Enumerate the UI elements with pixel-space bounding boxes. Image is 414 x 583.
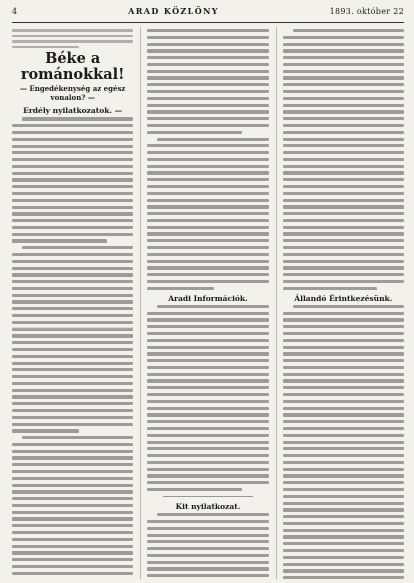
text-line	[147, 540, 268, 543]
text-line	[283, 366, 404, 369]
text-line	[12, 46, 79, 49]
text-line	[12, 29, 133, 32]
article-text	[12, 246, 133, 432]
text-line	[12, 280, 133, 283]
article-text	[147, 305, 268, 491]
text-line	[283, 110, 404, 113]
article-text	[147, 29, 268, 134]
section-heading: Aradi Információk.	[168, 293, 248, 303]
text-line	[283, 219, 404, 222]
text-line	[147, 346, 268, 349]
text-line	[283, 481, 404, 484]
text-line	[147, 379, 268, 382]
text-line	[283, 165, 404, 168]
text-line	[147, 447, 268, 450]
text-line	[12, 185, 133, 188]
text-line	[12, 362, 133, 365]
text-line	[12, 294, 133, 297]
text-line	[147, 29, 268, 32]
text-line	[283, 441, 404, 444]
text-line	[147, 117, 268, 120]
section-heading: Állandó Érintkezésünk.	[294, 293, 393, 303]
text-line	[12, 138, 133, 141]
text-line	[147, 124, 268, 127]
article-divider	[163, 496, 252, 497]
article-text	[12, 117, 133, 242]
text-line	[147, 574, 268, 577]
text-line	[283, 346, 404, 349]
text-line	[12, 545, 133, 548]
text-line	[147, 90, 268, 93]
text-line	[283, 400, 404, 403]
text-line	[283, 260, 404, 263]
text-line	[12, 35, 133, 38]
text-line	[283, 104, 404, 107]
text-line	[147, 280, 268, 283]
text-line	[293, 29, 404, 32]
text-line	[293, 305, 404, 308]
text-line	[147, 239, 268, 242]
text-line	[283, 280, 404, 283]
text-line	[283, 461, 404, 464]
text-line	[12, 219, 133, 222]
text-line	[12, 178, 133, 181]
text-line	[12, 490, 133, 493]
text-line	[147, 110, 268, 113]
text-line	[12, 314, 133, 317]
text-line	[147, 287, 214, 290]
text-line	[12, 321, 133, 324]
text-line	[283, 576, 404, 579]
text-line	[147, 554, 268, 557]
scan-stripe	[12, 327, 133, 329]
text-line	[12, 409, 133, 412]
text-line	[147, 325, 268, 328]
column-1	[12, 27, 133, 579]
text-line	[283, 379, 404, 382]
text-line	[147, 400, 268, 403]
text-line	[147, 185, 268, 188]
text-line	[147, 253, 268, 256]
text-line	[12, 565, 133, 568]
text-line	[147, 199, 268, 202]
text-line	[12, 206, 133, 209]
section-heading: Erdély nyilatkozatok. —	[23, 106, 123, 116]
text-line	[22, 117, 133, 120]
text-line	[283, 542, 404, 545]
text-line	[283, 522, 404, 525]
text-line	[147, 393, 268, 396]
text-line	[283, 373, 404, 376]
text-line	[12, 287, 133, 290]
text-line	[12, 334, 133, 337]
text-line	[283, 352, 404, 355]
text-line	[283, 495, 404, 498]
text-line	[12, 497, 133, 500]
text-line	[283, 192, 404, 195]
text-line	[12, 423, 133, 426]
text-line	[12, 470, 133, 473]
text-line	[12, 389, 133, 392]
text-line	[283, 185, 404, 188]
text-line	[283, 158, 404, 161]
text-line	[147, 104, 268, 107]
text-line	[147, 260, 268, 263]
text-line	[283, 447, 404, 450]
text-line	[12, 172, 133, 175]
text-line	[283, 318, 404, 321]
text-line	[147, 561, 268, 564]
section-heading: Kit nyilatkozat.	[175, 502, 241, 512]
text-line	[283, 266, 404, 269]
text-line	[12, 524, 133, 527]
text-line	[147, 366, 268, 369]
text-line	[147, 567, 268, 570]
text-line	[12, 192, 133, 195]
text-line	[147, 171, 268, 174]
text-line	[12, 233, 133, 236]
text-line	[147, 219, 268, 222]
text-line	[147, 488, 242, 491]
text-line	[147, 441, 268, 444]
text-line	[147, 226, 268, 229]
article-text	[147, 138, 268, 290]
text-line	[147, 413, 268, 416]
text-line	[147, 158, 268, 161]
article-text	[12, 29, 133, 48]
text-line	[147, 352, 268, 355]
text-line	[283, 76, 404, 79]
text-line	[283, 253, 404, 256]
text-line	[147, 232, 268, 235]
text-line	[147, 332, 268, 335]
text-line	[147, 151, 268, 154]
text-line	[147, 212, 268, 215]
text-line	[147, 70, 268, 73]
text-line	[12, 456, 133, 459]
text-line	[283, 535, 404, 538]
text-line	[157, 138, 268, 141]
text-line	[283, 332, 404, 335]
text-line	[147, 474, 268, 477]
text-line	[283, 43, 404, 46]
text-line	[147, 318, 268, 321]
text-line	[283, 427, 404, 430]
text-line	[22, 246, 133, 249]
text-line	[283, 549, 404, 552]
text-line	[147, 192, 268, 195]
article-subheadline: — Engedékenység az egész vonalon? —	[19, 84, 126, 103]
text-line	[283, 117, 404, 120]
text-line	[147, 547, 268, 550]
text-line	[283, 199, 404, 202]
text-line	[12, 551, 133, 554]
text-line	[12, 151, 133, 154]
text-line	[147, 273, 268, 276]
article-text	[12, 436, 133, 579]
text-line	[283, 413, 404, 416]
text-line	[147, 131, 242, 134]
text-line	[147, 178, 268, 181]
text-line	[12, 199, 133, 202]
text-line	[283, 325, 404, 328]
page-header	[12, 6, 404, 20]
text-line	[147, 339, 268, 342]
text-line	[283, 171, 404, 174]
text-line	[12, 165, 133, 168]
article-headline: Béke a románokkal!	[20, 50, 125, 84]
text-line	[147, 434, 268, 437]
text-line	[147, 266, 268, 269]
text-line	[147, 461, 268, 464]
text-line	[283, 468, 404, 471]
text-line	[12, 131, 133, 134]
newspaper-title: ARAD KÖZLÖNY	[128, 6, 219, 16]
text-line	[283, 178, 404, 181]
text-line	[147, 407, 268, 410]
column-3	[276, 27, 404, 579]
text-line	[12, 579, 133, 580]
text-line	[283, 454, 404, 457]
text-line	[147, 373, 268, 376]
text-line	[147, 144, 268, 147]
text-line	[283, 508, 404, 511]
column-2	[140, 27, 268, 579]
text-line	[12, 260, 133, 263]
text-line	[283, 226, 404, 229]
text-line	[283, 97, 404, 100]
text-line	[12, 267, 133, 270]
text-line	[283, 273, 404, 276]
text-line	[283, 205, 404, 208]
text-line	[147, 97, 268, 100]
text-line	[283, 212, 404, 215]
text-line	[283, 287, 378, 290]
text-line	[283, 83, 404, 86]
text-line	[12, 341, 133, 344]
text-line	[157, 513, 268, 516]
text-line	[147, 165, 268, 168]
text-line	[283, 502, 404, 505]
text-line	[157, 305, 268, 308]
text-line	[147, 481, 268, 484]
text-line	[22, 436, 133, 439]
text-line	[12, 355, 133, 358]
text-line	[12, 145, 133, 148]
text-line	[147, 312, 268, 315]
text-line	[12, 477, 133, 480]
issue-date: 1893. október 22	[329, 7, 404, 16]
text-line	[283, 246, 404, 249]
text-line	[147, 534, 268, 537]
text-line	[147, 49, 268, 52]
text-line	[283, 312, 404, 315]
text-line	[12, 538, 133, 541]
text-line	[12, 443, 133, 446]
text-line	[12, 382, 133, 385]
text-line	[283, 515, 404, 518]
text-line	[12, 300, 133, 303]
text-line	[283, 131, 404, 134]
text-line	[12, 375, 133, 378]
text-line	[12, 40, 133, 43]
text-line	[147, 63, 268, 66]
header-rule	[12, 22, 404, 23]
text-line	[147, 205, 268, 208]
text-line	[147, 36, 268, 39]
text-line	[12, 504, 133, 507]
text-line	[12, 368, 133, 371]
text-line	[12, 572, 133, 575]
text-line	[283, 70, 404, 73]
text-line	[283, 556, 404, 559]
text-line	[283, 488, 404, 491]
text-line	[147, 454, 268, 457]
text-line	[12, 226, 133, 229]
text-line	[12, 124, 133, 127]
text-line	[12, 511, 133, 514]
text-line	[283, 239, 404, 242]
text-line	[283, 144, 404, 147]
text-line	[147, 427, 268, 430]
article-text	[147, 513, 268, 579]
text-line	[12, 517, 133, 520]
text-line	[12, 212, 133, 215]
text-line	[147, 527, 268, 530]
text-line	[147, 520, 268, 523]
text-line	[283, 420, 404, 423]
text-line	[283, 339, 404, 342]
text-line	[147, 386, 268, 389]
text-line	[147, 468, 268, 471]
text-line	[147, 359, 268, 362]
text-line	[12, 416, 133, 419]
text-line	[283, 569, 404, 572]
text-line	[12, 402, 133, 405]
text-line	[12, 273, 133, 276]
text-line	[12, 348, 133, 351]
text-line	[12, 307, 133, 310]
text-line	[283, 56, 404, 59]
text-line	[12, 450, 133, 453]
text-line	[283, 232, 404, 235]
text-line	[147, 420, 268, 423]
text-line	[283, 407, 404, 410]
text-line	[12, 531, 133, 534]
text-line	[147, 83, 268, 86]
text-line	[147, 246, 268, 249]
article-text	[283, 29, 404, 290]
text-line	[12, 158, 133, 161]
text-line	[12, 429, 79, 432]
text-line	[283, 151, 404, 154]
text-line	[12, 239, 107, 242]
text-line	[283, 434, 404, 437]
text-line	[12, 558, 133, 561]
text-line	[12, 253, 133, 256]
text-line	[283, 563, 404, 566]
text-line	[283, 359, 404, 362]
page-number: 4	[12, 7, 18, 16]
text-line	[283, 393, 404, 396]
text-line	[283, 474, 404, 477]
text-line	[12, 395, 133, 398]
text-line	[283, 529, 404, 532]
text-line	[147, 56, 268, 59]
text-line	[283, 138, 404, 141]
text-line	[147, 76, 268, 79]
text-line	[283, 49, 404, 52]
text-line	[12, 463, 133, 466]
text-line	[283, 36, 404, 39]
page-columns	[12, 27, 404, 579]
text-line	[283, 90, 404, 93]
text-line	[283, 63, 404, 66]
text-line	[147, 43, 268, 46]
text-line	[283, 386, 404, 389]
text-line	[12, 484, 133, 487]
article-text	[283, 305, 404, 579]
text-line	[283, 124, 404, 127]
